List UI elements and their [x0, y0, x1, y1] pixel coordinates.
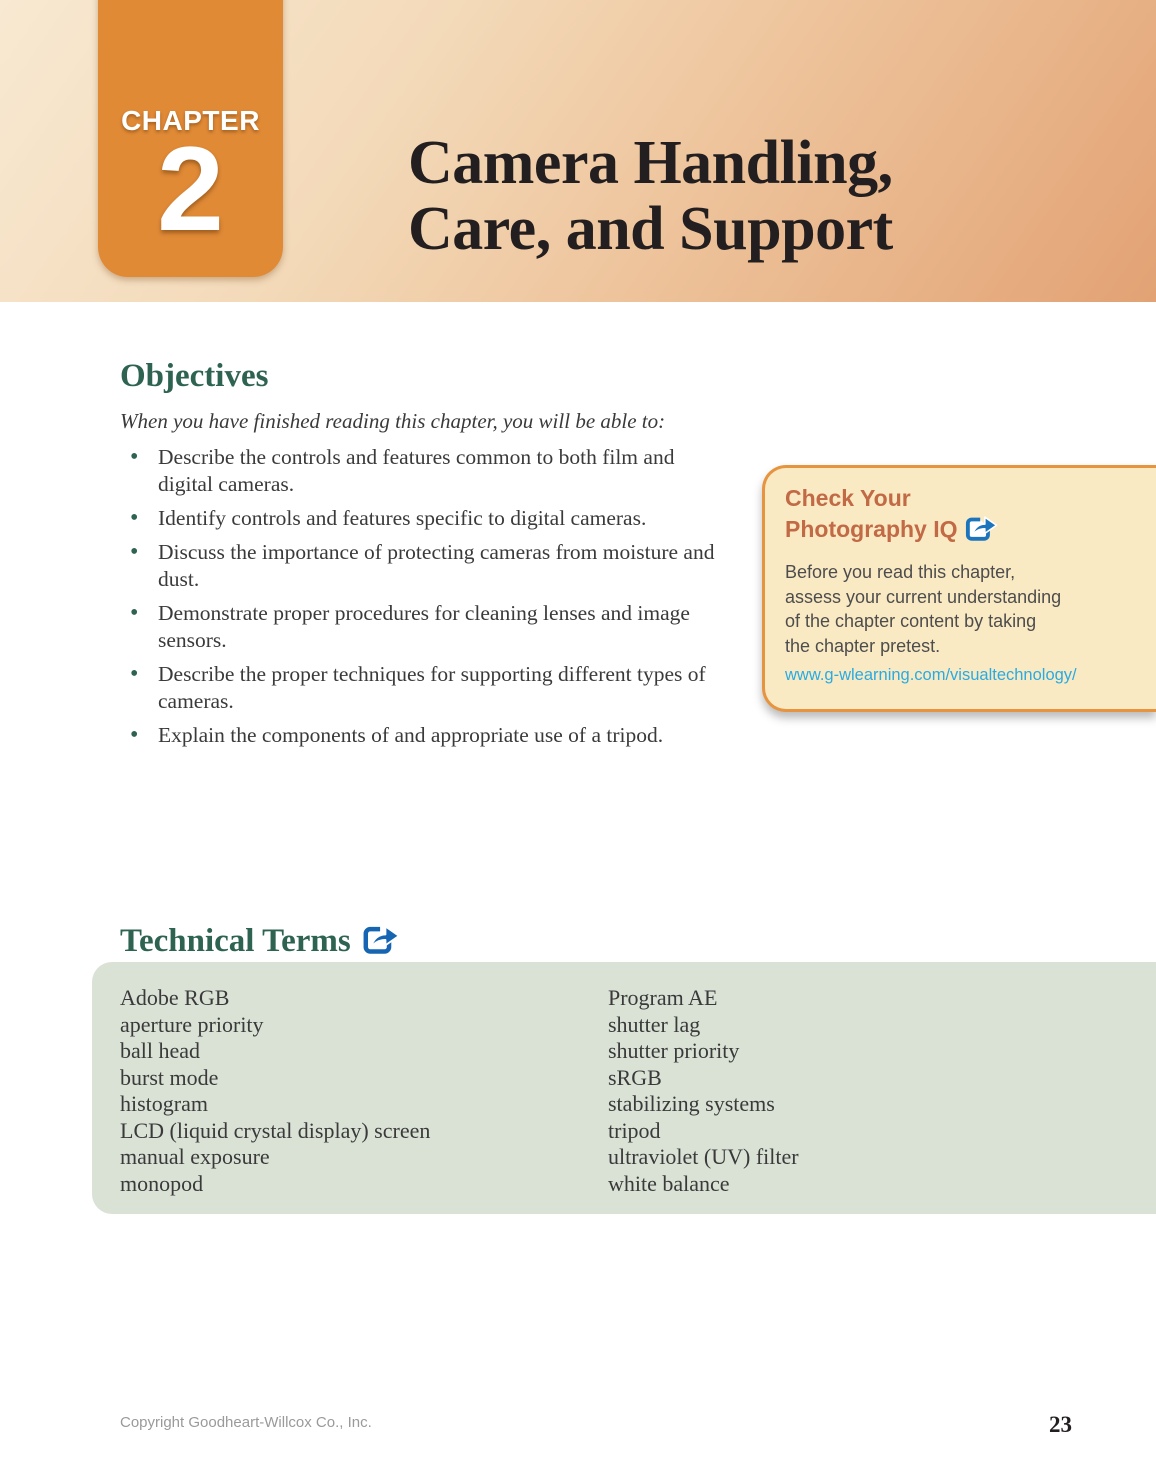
terms-column-1	[120, 985, 608, 1194]
chapter-number: 2	[157, 122, 224, 256]
chapter-title	[408, 130, 893, 262]
term-item: stabilizing systems	[608, 1091, 775, 1116]
objective-item: • Demonstrate proper procedures for cleaning lenses and image sensors.	[120, 600, 720, 654]
term-item: ultraviolet (UV) filter	[608, 1144, 799, 1169]
objectives-section	[120, 358, 720, 756]
page-number: 23	[1049, 1412, 1072, 1437]
term-item: LCD (liquid crystal display) screen	[120, 1117, 431, 1143]
term-item: monopod	[120, 1170, 204, 1196]
iq-heading	[785, 484, 1142, 550]
term-item: Program AE	[608, 985, 718, 1010]
term-item: histogram	[120, 1091, 208, 1116]
external-link-icon[interactable]	[964, 513, 998, 550]
term-item: shutter priority	[608, 1038, 740, 1063]
technical-terms-heading-text: Technical Terms	[120, 923, 351, 959]
iq-heading-line1: Check Your	[785, 485, 911, 511]
chapter-banner	[0, 0, 1156, 302]
external-link-icon[interactable]	[361, 922, 401, 965]
iq-heading-line2: Photography IQ	[785, 516, 958, 542]
chapter-label: CHAPTER	[121, 105, 260, 136]
objective-item: • Identify controls and features specific to digital cameras.	[120, 505, 720, 532]
chapter-title-line2: Care, and Support	[408, 195, 893, 263]
objective-item: • Explain the components of and appropriate use of a tripod.	[120, 722, 720, 749]
terms-column-2	[608, 985, 799, 1194]
objectives-intro: When you have finished reading this chapter, you will be able to:	[120, 409, 666, 433]
copyright-notice: Copyright Goodheart-Willcox Co., Inc.	[120, 1414, 372, 1431]
technical-terms-heading	[120, 922, 401, 965]
term-item: white balance	[608, 1170, 730, 1196]
photography-iq-callout	[762, 465, 1156, 712]
term-item: manual exposure	[120, 1144, 270, 1169]
term-item: sRGB	[608, 1064, 662, 1090]
term-item: ball head	[120, 1038, 201, 1063]
objective-item: • Discuss the importance of protecting cameras from moisture and dust.	[120, 539, 720, 593]
term-item: shutter lag	[608, 1011, 701, 1037]
objective-item: • Describe the controls and features common to both film and digital cameras.	[120, 444, 720, 498]
term-item: Adobe RGB	[120, 985, 230, 1010]
objective-item: • Describe the proper techniques for supporting different types of cameras.	[120, 661, 720, 715]
chapter-badge	[98, 0, 283, 277]
technical-terms-box	[92, 962, 1156, 1214]
term-item: aperture priority	[120, 1011, 264, 1037]
term-item: burst mode	[120, 1064, 219, 1090]
term-item: tripod	[608, 1117, 661, 1143]
iq-pretest-link[interactable]: www.g-wlearning.com/visualtechnology/	[785, 666, 1077, 684]
chapter-title-line1: Camera Handling,	[408, 129, 893, 197]
objectives-list	[120, 444, 720, 749]
objectives-heading: Objectives	[120, 358, 269, 394]
iq-body-text: Before you read this chapter, assess your current understanding of the chapter content by taking the chapter pretest.	[785, 562, 1062, 656]
